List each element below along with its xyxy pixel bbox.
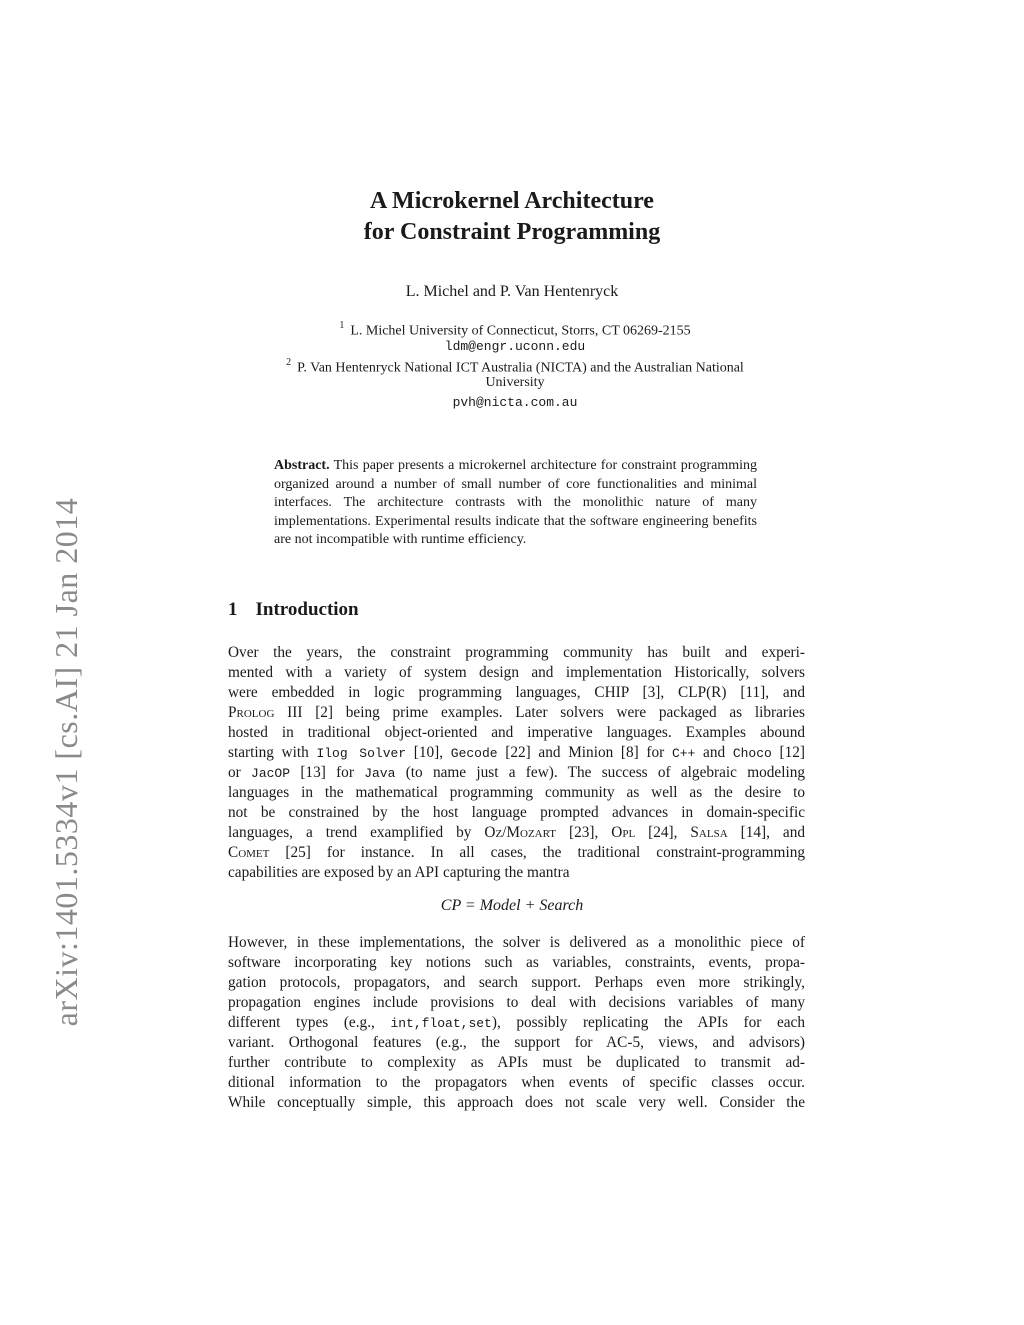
code-gecode: Gecode: [450, 746, 498, 761]
section-title: Introduction: [255, 599, 359, 620]
p1-text: [23],: [556, 824, 612, 841]
p1-line: [228, 703, 805, 723]
affiliation-1-email: ldm@engr.uconn.edu: [444, 339, 586, 354]
p1-line: not be constrained by the host language prompted advances in domain-specific: [228, 804, 805, 821]
p2-line: further contribute to complexity as APIs must be duplicated to transmit ad-: [228, 1054, 805, 1071]
p1-text: [22] and Minion [8] for: [497, 744, 672, 761]
p2-line: However, in these implementations, the solver is delivered as a monolithic piece of: [228, 934, 805, 951]
p1-line: were embedded in logic programming languages, CHIP [3], CLP(R) [11], and: [228, 684, 805, 701]
code-jacop: JacOP: [251, 766, 291, 781]
affiliation-1-text: L. Michel University of Connecticut, Storrs, CT 06269-2155: [350, 323, 691, 339]
p2-line: [228, 1013, 805, 1034]
p1-text: [24],: [635, 824, 691, 841]
p2-text: different types (e.g.,: [228, 1014, 391, 1031]
p2-line: While conceptually simple, this approach does not scale very well. Consider the: [228, 1094, 805, 1111]
p1-text: [25] for instance. In all cases, the traditional constraint-programming: [269, 844, 805, 861]
p2-line: ditional information to the propagators when events of specific classes occur.: [228, 1074, 805, 1091]
title-line-1: A Microkernel Architecture: [370, 188, 654, 214]
p1-line: capabilities are exposed by an API capturing the mantra: [228, 864, 570, 881]
p2-line: gation protocols, propagators, and search support. Perhaps even more strikingly,: [228, 974, 805, 991]
p1-text: and: [695, 744, 733, 761]
p1-text: [14], and: [727, 824, 805, 841]
p1-line: [228, 763, 805, 784]
p1-line: [228, 743, 805, 764]
code-ilog-solver: Ilog Solver: [316, 746, 407, 761]
p1-line: [228, 843, 805, 863]
p1-line: languages in the mathematical programming community as well as the desire to: [228, 784, 805, 801]
affiliation-2-text-cont: University: [485, 375, 545, 390]
p1-line: hosted in traditional object-oriented and imperative languages. Examples abound: [228, 724, 805, 741]
abstract: [274, 457, 757, 550]
abstract-label: Abstract.: [274, 458, 330, 473]
p1-line: [228, 823, 805, 843]
p1-text: III [2] being prime examples. Later solvers were packaged as libraries: [274, 704, 805, 721]
p1-text: [10],: [406, 744, 451, 761]
p1-text: [13] for: [290, 764, 365, 781]
affiliation-2-mark: 2: [286, 357, 292, 368]
p1-text: or: [228, 764, 252, 781]
p1-line: Over the years, the constraint programming community has built and experi-: [228, 644, 805, 661]
oz-mozart-name: Oz/Mozart: [484, 824, 557, 841]
p1-line: mented with a variety of system design and implementation Historically, solvers: [228, 664, 805, 681]
title-line-2: for Constraint Programming: [363, 219, 661, 245]
arxiv-watermark: arXiv:1401.5334v1 [cs.AI] 21 Jan 2014: [48, 497, 84, 1027]
p1-text: [12]: [771, 744, 805, 761]
opl-name: Opl: [611, 824, 636, 841]
code-cpp: C++: [671, 746, 696, 761]
p2-line: software incorporating key notions such as variables, constraints, events, propa-: [228, 954, 805, 971]
authors: L. Michel and P. Van Hentenryck: [405, 283, 619, 300]
p2-line: variant. Orthogonal features (e.g., the support for AC-5, views, and advisors): [228, 1034, 805, 1051]
p1-text: starting with: [228, 744, 317, 761]
affiliation-1-mark: 1: [339, 320, 345, 331]
code-choco: Choco: [732, 746, 772, 761]
salsa-name: Salsa: [690, 824, 728, 841]
comet-name: Comet: [228, 844, 270, 861]
section-number: 1: [228, 599, 238, 620]
affiliation-2-text: P. Van Hentenryck National ICT Australia (NICTA) and the Australian National: [297, 360, 744, 376]
p1-text: languages, a trend examplified by: [228, 824, 485, 841]
p2-text: ), possibly replicating the APIs for each: [491, 1014, 805, 1031]
affiliation-2-email: pvh@nicta.com.au: [452, 395, 578, 410]
code-types: int,float,set: [390, 1016, 492, 1031]
equation-cp-model-search: CP = Model + Search: [440, 897, 584, 914]
p2-line: propagation engines include provisions to deal with decisions variables of many: [228, 994, 805, 1011]
prolog-name: Prolog: [228, 704, 275, 721]
section-heading: [228, 599, 359, 621]
code-java: Java: [364, 766, 396, 781]
paper-title: [0, 186, 1024, 248]
p1-text: (to name just a few). The success of algebraic modeling: [395, 764, 805, 781]
abstract-text: This paper presents a microkernel architecture for constraint programming organized around a number of small number of core functionalities and minimal interfaces. The architecture contrasts with the monolithic nature of many implementations. Experimental results indicate that the software engineering benefits are not incompatible with runtime efficiency.: [274, 458, 757, 548]
